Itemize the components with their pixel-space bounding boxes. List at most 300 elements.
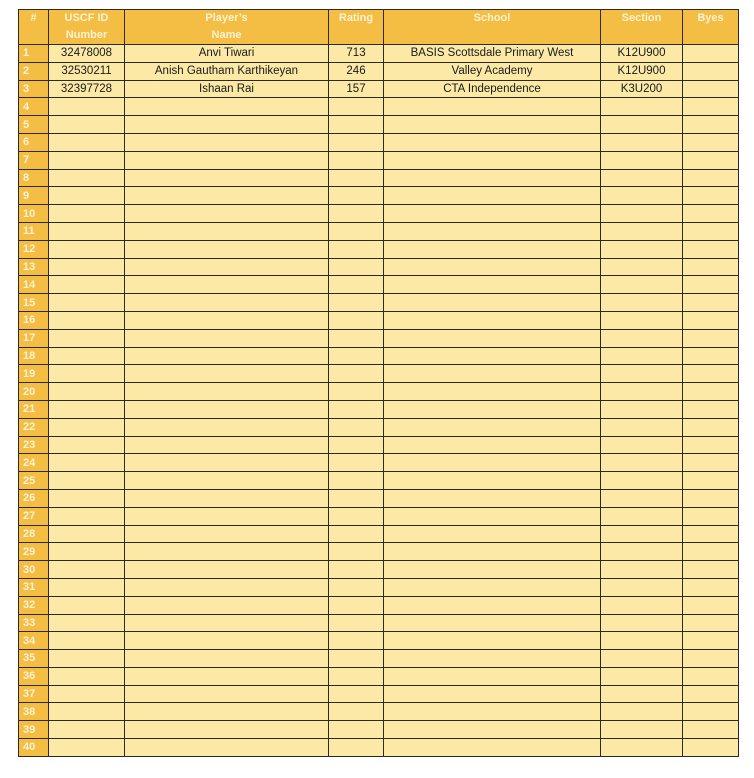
- row-number: 8: [19, 169, 49, 187]
- section-cell[interactable]: [601, 169, 683, 187]
- rating-cell[interactable]: [329, 472, 384, 490]
- rating-cell[interactable]: [329, 721, 384, 739]
- player-name-cell[interactable]: [125, 454, 329, 472]
- rating-cell[interactable]: [329, 133, 384, 151]
- table-body: [19, 45, 739, 757]
- uscf-id-cell[interactable]: [49, 187, 125, 205]
- uscf-id-cell[interactable]: [49, 596, 125, 614]
- school-cell[interactable]: [384, 454, 601, 472]
- section-cell[interactable]: [601, 329, 683, 347]
- uscf-id-cell[interactable]: [49, 703, 125, 721]
- row-number: 35: [19, 650, 49, 668]
- rating-cell[interactable]: [329, 98, 384, 116]
- player-name-cell[interactable]: [125, 311, 329, 329]
- header-rating: [329, 10, 384, 45]
- player-name-cell[interactable]: [125, 561, 329, 579]
- player-name-cell[interactable]: [125, 543, 329, 561]
- uscf-id-cell[interactable]: [49, 133, 125, 151]
- section-cell[interactable]: [601, 133, 683, 151]
- rating-cell[interactable]: [329, 169, 384, 187]
- byes-cell[interactable]: [683, 311, 739, 329]
- table-row: [19, 507, 739, 525]
- table-row: [19, 311, 739, 329]
- section-cell[interactable]: [601, 116, 683, 134]
- table-row: [19, 703, 739, 721]
- byes-cell[interactable]: [683, 739, 739, 757]
- uscf-id-cell[interactable]: [49, 151, 125, 169]
- row-number: 26: [19, 489, 49, 507]
- section-cell[interactable]: [601, 258, 683, 276]
- player-name-cell[interactable]: [125, 667, 329, 685]
- player-name-cell[interactable]: [125, 383, 329, 401]
- byes-cell[interactable]: [683, 454, 739, 472]
- header-label: Player’s: [205, 12, 248, 24]
- school-cell[interactable]: [384, 205, 601, 223]
- player-name-cell[interactable]: [125, 258, 329, 276]
- school-cell[interactable]: [384, 561, 601, 579]
- player-name-cell[interactable]: [125, 222, 329, 240]
- school-cell[interactable]: [384, 294, 601, 312]
- byes-cell[interactable]: [683, 650, 739, 668]
- rating-cell[interactable]: [329, 222, 384, 240]
- school-cell[interactable]: [384, 365, 601, 383]
- school-cell[interactable]: [384, 667, 601, 685]
- school-cell[interactable]: [384, 311, 601, 329]
- table-row: [19, 294, 739, 312]
- header-label: Rating: [338, 12, 374, 24]
- rating-cell[interactable]: [329, 507, 384, 525]
- rating-cell[interactable]: [329, 614, 384, 632]
- byes-cell[interactable]: [683, 294, 739, 312]
- rating-cell[interactable]: [329, 525, 384, 543]
- rating-cell[interactable]: [329, 400, 384, 418]
- school-cell[interactable]: [384, 98, 601, 116]
- school-cell[interactable]: [384, 276, 601, 294]
- byes-cell[interactable]: [683, 80, 739, 98]
- row-number: 24: [19, 454, 49, 472]
- table-row: [19, 258, 739, 276]
- rating-cell[interactable]: 246: [329, 62, 384, 80]
- school-cell[interactable]: [384, 436, 601, 454]
- school-cell[interactable]: [384, 169, 601, 187]
- byes-cell[interactable]: [683, 116, 739, 134]
- player-name-cell[interactable]: [125, 650, 329, 668]
- byes-cell[interactable]: [683, 667, 739, 685]
- row-number: 12: [19, 240, 49, 258]
- school-cell[interactable]: [384, 133, 601, 151]
- player-name-cell[interactable]: [125, 614, 329, 632]
- section-cell[interactable]: [601, 187, 683, 205]
- player-name-cell[interactable]: [125, 721, 329, 739]
- rating-cell[interactable]: [329, 561, 384, 579]
- player-name-cell[interactable]: [125, 98, 329, 116]
- uscf-id-cell[interactable]: [49, 543, 125, 561]
- rating-cell[interactable]: [329, 596, 384, 614]
- byes-cell[interactable]: [683, 98, 739, 116]
- section-cell[interactable]: [601, 685, 683, 703]
- row-number: 18: [19, 347, 49, 365]
- byes-cell[interactable]: [683, 596, 739, 614]
- school-cell[interactable]: [384, 632, 601, 650]
- byes-cell[interactable]: [683, 347, 739, 365]
- rating-cell[interactable]: [329, 454, 384, 472]
- table-row: [19, 632, 739, 650]
- school-cell[interactable]: [384, 507, 601, 525]
- table-row: [19, 62, 739, 80]
- school-cell[interactable]: [384, 383, 601, 401]
- player-name-cell[interactable]: [125, 703, 329, 721]
- table-row: [19, 80, 739, 98]
- rating-cell[interactable]: [329, 436, 384, 454]
- rating-cell[interactable]: [329, 347, 384, 365]
- rating-cell[interactable]: [329, 311, 384, 329]
- school-cell[interactable]: Valley Academy: [384, 62, 601, 80]
- rating-cell[interactable]: [329, 489, 384, 507]
- player-name-cell[interactable]: [125, 240, 329, 258]
- uscf-id-cell[interactable]: [49, 276, 125, 294]
- school-cell[interactable]: [384, 721, 601, 739]
- byes-cell[interactable]: [683, 133, 739, 151]
- uscf-id-cell[interactable]: [49, 294, 125, 312]
- uscf-id-cell[interactable]: [49, 222, 125, 240]
- school-cell[interactable]: [384, 151, 601, 169]
- rating-cell[interactable]: 157: [329, 80, 384, 98]
- player-name-cell[interactable]: [125, 365, 329, 383]
- byes-cell[interactable]: [683, 151, 739, 169]
- school-cell[interactable]: [384, 418, 601, 436]
- row-number: 10: [19, 205, 49, 223]
- uscf-id-cell[interactable]: [49, 116, 125, 134]
- rating-cell[interactable]: [329, 329, 384, 347]
- uscf-id-cell[interactable]: [49, 258, 125, 276]
- player-name-cell[interactable]: [125, 276, 329, 294]
- uscf-id-cell[interactable]: [49, 347, 125, 365]
- uscf-id-cell[interactable]: [49, 311, 125, 329]
- uscf-id-cell[interactable]: [49, 454, 125, 472]
- table-row: [19, 650, 739, 668]
- section-cell[interactable]: [601, 311, 683, 329]
- uscf-id-cell[interactable]: [49, 667, 125, 685]
- byes-cell[interactable]: [683, 383, 739, 401]
- section-cell[interactable]: [601, 276, 683, 294]
- section-cell[interactable]: [601, 294, 683, 312]
- uscf-id-cell[interactable]: [49, 721, 125, 739]
- header-byes: [683, 10, 739, 45]
- rating-cell[interactable]: [329, 383, 384, 401]
- byes-cell[interactable]: [683, 62, 739, 80]
- header-label: #: [30, 12, 37, 24]
- uscf-id-cell[interactable]: [49, 507, 125, 525]
- player-name-cell[interactable]: [125, 472, 329, 490]
- section-cell[interactable]: [601, 667, 683, 685]
- table-row: [19, 329, 739, 347]
- section-cell[interactable]: [601, 578, 683, 596]
- table-row: [19, 418, 739, 436]
- header-number: [19, 10, 49, 45]
- section-cell[interactable]: [601, 632, 683, 650]
- player-name-cell[interactable]: [125, 418, 329, 436]
- header-label: School: [473, 12, 511, 24]
- school-cell[interactable]: [384, 489, 601, 507]
- byes-cell[interactable]: [683, 436, 739, 454]
- section-cell[interactable]: [601, 454, 683, 472]
- player-name-cell[interactable]: [125, 685, 329, 703]
- player-name-cell[interactable]: [125, 578, 329, 596]
- player-name-cell[interactable]: [125, 739, 329, 757]
- section-cell[interactable]: [601, 98, 683, 116]
- section-cell[interactable]: [601, 596, 683, 614]
- section-cell[interactable]: [601, 400, 683, 418]
- uscf-id-cell[interactable]: [49, 739, 125, 757]
- header-player-name: [125, 10, 329, 45]
- player-roster-table: [18, 9, 739, 757]
- player-name-cell[interactable]: [125, 169, 329, 187]
- header-label: USCF ID: [64, 12, 109, 24]
- school-cell[interactable]: [384, 543, 601, 561]
- player-name-cell[interactable]: [125, 632, 329, 650]
- uscf-id-cell[interactable]: [49, 632, 125, 650]
- school-cell[interactable]: CTA Independence: [384, 80, 601, 98]
- rating-cell[interactable]: [329, 650, 384, 668]
- uscf-id-cell[interactable]: [49, 169, 125, 187]
- uscf-id-cell[interactable]: [49, 436, 125, 454]
- section-cell[interactable]: [601, 614, 683, 632]
- school-cell[interactable]: [384, 116, 601, 134]
- school-cell[interactable]: [384, 240, 601, 258]
- row-number: 16: [19, 311, 49, 329]
- rating-cell[interactable]: [329, 240, 384, 258]
- byes-cell[interactable]: [683, 721, 739, 739]
- table-row: [19, 739, 739, 757]
- player-name-cell[interactable]: [125, 329, 329, 347]
- byes-cell[interactable]: [683, 614, 739, 632]
- uscf-id-cell[interactable]: [49, 685, 125, 703]
- player-name-cell[interactable]: [125, 133, 329, 151]
- header-row: [19, 10, 739, 45]
- uscf-id-cell[interactable]: [49, 400, 125, 418]
- school-cell[interactable]: [384, 650, 601, 668]
- section-cell[interactable]: K3U200: [601, 80, 683, 98]
- player-name-cell[interactable]: [125, 525, 329, 543]
- player-name-cell[interactable]: Ishaan Rai: [125, 80, 329, 98]
- row-number: 2: [19, 62, 49, 80]
- school-cell[interactable]: [384, 472, 601, 490]
- uscf-id-cell[interactable]: 32397728: [49, 80, 125, 98]
- section-cell[interactable]: [601, 561, 683, 579]
- school-cell[interactable]: [384, 525, 601, 543]
- uscf-id-cell[interactable]: [49, 329, 125, 347]
- section-cell[interactable]: [601, 543, 683, 561]
- player-name-cell[interactable]: Anvi Tiwari: [125, 45, 329, 63]
- byes-cell[interactable]: [683, 472, 739, 490]
- player-name-cell[interactable]: [125, 436, 329, 454]
- byes-cell[interactable]: [683, 561, 739, 579]
- header-label-line2: Name: [211, 29, 242, 41]
- uscf-id-cell[interactable]: 32478008: [49, 45, 125, 63]
- table-row: [19, 205, 739, 223]
- byes-cell[interactable]: [683, 703, 739, 721]
- school-cell[interactable]: [384, 400, 601, 418]
- section-cell[interactable]: [601, 525, 683, 543]
- player-name-cell[interactable]: [125, 187, 329, 205]
- rating-cell[interactable]: [329, 739, 384, 757]
- table-row: [19, 240, 739, 258]
- row-number: 29: [19, 543, 49, 561]
- byes-cell[interactable]: [683, 489, 739, 507]
- row-number: 1: [19, 45, 49, 63]
- uscf-id-cell[interactable]: [49, 240, 125, 258]
- byes-cell[interactable]: [683, 222, 739, 240]
- uscf-id-cell[interactable]: [49, 418, 125, 436]
- section-cell[interactable]: [601, 205, 683, 223]
- school-cell[interactable]: [384, 685, 601, 703]
- rating-cell[interactable]: [329, 151, 384, 169]
- player-name-cell[interactable]: [125, 489, 329, 507]
- rating-cell[interactable]: [329, 258, 384, 276]
- rating-cell[interactable]: [329, 685, 384, 703]
- rating-cell[interactable]: [329, 187, 384, 205]
- section-cell[interactable]: [601, 507, 683, 525]
- row-number: 28: [19, 525, 49, 543]
- rating-cell[interactable]: [329, 294, 384, 312]
- rating-cell[interactable]: 713: [329, 45, 384, 63]
- table-row: [19, 116, 739, 134]
- row-number: 5: [19, 116, 49, 134]
- uscf-id-cell[interactable]: [49, 98, 125, 116]
- section-cell[interactable]: [601, 240, 683, 258]
- uscf-id-cell[interactable]: [49, 365, 125, 383]
- school-cell[interactable]: [384, 703, 601, 721]
- table-row: [19, 614, 739, 632]
- player-name-cell[interactable]: Anish Gautham Karthikeyan: [125, 62, 329, 80]
- rating-cell[interactable]: [329, 703, 384, 721]
- player-name-cell[interactable]: [125, 400, 329, 418]
- school-cell[interactable]: [384, 739, 601, 757]
- section-cell[interactable]: [601, 703, 683, 721]
- rating-cell[interactable]: [329, 578, 384, 596]
- rating-cell[interactable]: [329, 365, 384, 383]
- uscf-id-cell[interactable]: 32530211: [49, 62, 125, 80]
- school-cell[interactable]: [384, 614, 601, 632]
- section-cell[interactable]: [601, 383, 683, 401]
- table-row: [19, 596, 739, 614]
- uscf-id-cell[interactable]: [49, 383, 125, 401]
- player-name-cell[interactable]: [125, 347, 329, 365]
- byes-cell[interactable]: [683, 525, 739, 543]
- school-cell[interactable]: [384, 258, 601, 276]
- header-label-line2: Number: [65, 29, 108, 41]
- byes-cell[interactable]: [683, 187, 739, 205]
- row-number: 37: [19, 685, 49, 703]
- section-cell[interactable]: [601, 347, 683, 365]
- section-cell[interactable]: [601, 222, 683, 240]
- uscf-id-cell[interactable]: [49, 578, 125, 596]
- player-name-cell[interactable]: [125, 205, 329, 223]
- school-cell[interactable]: [384, 347, 601, 365]
- row-number: 11: [19, 222, 49, 240]
- byes-cell[interactable]: [683, 329, 739, 347]
- uscf-id-cell[interactable]: [49, 561, 125, 579]
- section-cell[interactable]: [601, 472, 683, 490]
- school-cell[interactable]: [384, 222, 601, 240]
- table-row: [19, 151, 739, 169]
- section-cell[interactable]: [601, 489, 683, 507]
- uscf-id-cell[interactable]: [49, 472, 125, 490]
- rating-cell[interactable]: [329, 276, 384, 294]
- row-number: 36: [19, 667, 49, 685]
- byes-cell[interactable]: [683, 45, 739, 63]
- player-name-cell[interactable]: [125, 116, 329, 134]
- uscf-id-cell[interactable]: [49, 614, 125, 632]
- table-row: [19, 721, 739, 739]
- byes-cell[interactable]: [683, 240, 739, 258]
- byes-cell[interactable]: [683, 276, 739, 294]
- byes-cell[interactable]: [683, 418, 739, 436]
- row-number: 9: [19, 187, 49, 205]
- player-name-cell[interactable]: [125, 596, 329, 614]
- byes-cell[interactable]: [683, 169, 739, 187]
- player-name-cell[interactable]: [125, 151, 329, 169]
- section-cell[interactable]: [601, 418, 683, 436]
- row-number: 25: [19, 472, 49, 490]
- uscf-id-cell[interactable]: [49, 489, 125, 507]
- table-row: [19, 347, 739, 365]
- section-cell[interactable]: [601, 721, 683, 739]
- uscf-id-cell[interactable]: [49, 650, 125, 668]
- rating-cell[interactable]: [329, 116, 384, 134]
- table-row: [19, 436, 739, 454]
- school-cell[interactable]: [384, 578, 601, 596]
- byes-cell[interactable]: [683, 205, 739, 223]
- uscf-id-cell[interactable]: [49, 525, 125, 543]
- school-cell[interactable]: [384, 329, 601, 347]
- rating-cell[interactable]: [329, 543, 384, 561]
- section-cell[interactable]: [601, 436, 683, 454]
- rating-cell[interactable]: [329, 205, 384, 223]
- byes-cell[interactable]: [683, 685, 739, 703]
- byes-cell[interactable]: [683, 365, 739, 383]
- byes-cell[interactable]: [683, 578, 739, 596]
- row-number: 40: [19, 739, 49, 757]
- section-cell[interactable]: [601, 365, 683, 383]
- row-number: 23: [19, 436, 49, 454]
- section-cell[interactable]: K12U900: [601, 45, 683, 63]
- table-row: [19, 685, 739, 703]
- byes-cell[interactable]: [683, 400, 739, 418]
- section-cell[interactable]: [601, 151, 683, 169]
- section-cell[interactable]: [601, 739, 683, 757]
- player-name-cell[interactable]: [125, 294, 329, 312]
- player-name-cell[interactable]: [125, 507, 329, 525]
- section-cell[interactable]: K12U900: [601, 62, 683, 80]
- row-number: 27: [19, 507, 49, 525]
- byes-cell[interactable]: [683, 632, 739, 650]
- school-cell[interactable]: BASIS Scottsdale Primary West: [384, 45, 601, 63]
- rating-cell[interactable]: [329, 418, 384, 436]
- school-cell[interactable]: [384, 187, 601, 205]
- header-label: Section: [621, 12, 662, 24]
- row-number: 33: [19, 614, 49, 632]
- rating-cell[interactable]: [329, 632, 384, 650]
- uscf-id-cell[interactable]: [49, 205, 125, 223]
- byes-cell[interactable]: [683, 258, 739, 276]
- rating-cell[interactable]: [329, 667, 384, 685]
- section-cell[interactable]: [601, 650, 683, 668]
- table-row: [19, 454, 739, 472]
- byes-cell[interactable]: [683, 507, 739, 525]
- byes-cell[interactable]: [683, 543, 739, 561]
- school-cell[interactable]: [384, 596, 601, 614]
